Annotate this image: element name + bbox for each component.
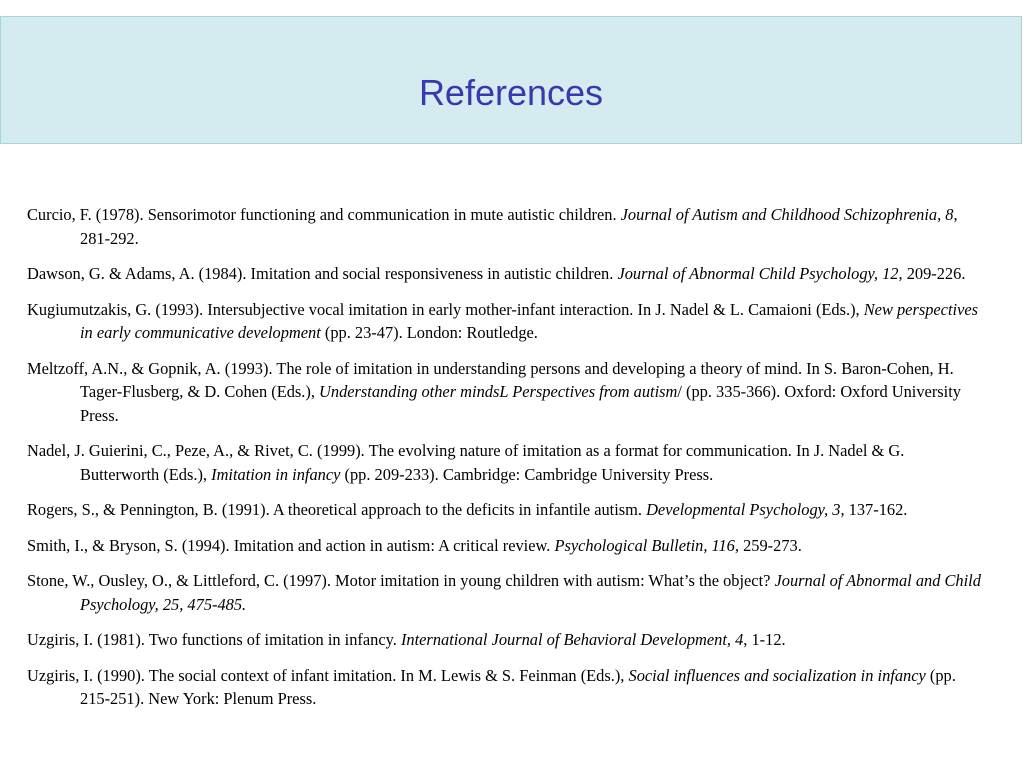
reference-text: Meltzoff, A.N., & Gopnik, A. (1993). The role of imitation in understanding persons and developing a theory of mind. In S. Baron-Cohen, H. Tager-Flusberg, & D. Cohen (Eds.), (27, 358, 954, 401)
reference-tail: (pp. 215-251). New York: Plenum Press. (80, 665, 956, 708)
reference-source: Journal of Abnormal Child Psychology, 12 (617, 264, 899, 283)
title-band (0, 16, 1022, 144)
reference-source: Journal of Abnormal and Child Psychology, 25, 475-485. (80, 571, 981, 614)
reference-text: Kugiumutzakis, G. (1993). Intersubjective vocal imitation in early mother-infant interaction. In J. Nadel & L. Camaioni (Eds.), (27, 299, 864, 319)
reference-tail: , 209-226. (898, 264, 966, 283)
reference-source: Imitation in infancy (211, 464, 341, 484)
reference-source: International Journal of Behavioral Development, 4 (400, 630, 744, 649)
reference-text: Uzgiris, I. (1990). The social context of infant imitation. In M. Lewis & S. Feinman (Eds.), (27, 665, 629, 685)
reference-source: New perspectives in early communicative development (80, 299, 978, 342)
reference-list (27, 203, 987, 723)
reference-text: Smith, I., & Bryson, S. (1994). Imitation and action in autism: A critical review. (27, 535, 555, 555)
reference-text: Rogers, S., & Pennington, B. (1991). A theoretical approach to the deficits in infantile autism. (27, 500, 647, 519)
reference-tail: , 281-292. (80, 205, 958, 248)
reference-item (27, 534, 987, 558)
reference-source: Journal of Autism and Childhood Schizophrenia, 8 (620, 205, 954, 224)
reference-text: Nadel, J. Guierini, C., Peze, A., & Rivet, C. (1999). The evolving nature of imitation as a format for communication. In J. Nadel & G. Butterworth (Eds.), (27, 441, 905, 484)
reference-text: Curcio, F. (1978). Sensorimotor functioning and communication in mute autistic children. (27, 205, 621, 224)
slide-title: References (418, 72, 604, 113)
reference-tail: (pp. 209-233). Cambridge: Cambridge University Press. (340, 464, 714, 484)
reference-item (27, 262, 987, 286)
reference-text: Uzgiris, I. (1981). Two functions of imitation in infancy. (27, 630, 401, 649)
reference-item (27, 498, 987, 522)
reference-source: Developmental Psychology, 3 (646, 500, 841, 519)
reference-source: Understanding other mindsL Perspectives from autism (319, 382, 678, 401)
reference-tail: , 137-162. (840, 500, 908, 519)
reference-item (27, 628, 987, 652)
reference-item (27, 569, 987, 616)
reference-source: Social influences and socialization in infancy (628, 665, 926, 685)
reference-item (27, 664, 987, 711)
reference-item (27, 357, 987, 428)
reference-text: Dawson, G. & Adams, A. (1984). Imitation and social responsiveness in autistic children. (27, 264, 618, 283)
reference-item (27, 298, 987, 345)
reference-tail: (pp. 23-47). London: Routledge. (320, 323, 538, 342)
reference-item (27, 203, 987, 250)
reference-tail: , 1-12. (743, 630, 786, 649)
reference-text: Stone, W., Ousley, O., & Littleford, C. (1997). Motor imitation in young children with autism: What’s the object? (27, 571, 775, 590)
reference-tail: , 259-273. (734, 535, 802, 555)
reference-source: Psychological Bulletin, 116 (554, 535, 735, 555)
reference-item (27, 439, 987, 486)
reference-tail: / (pp. 335-366). Oxford: Oxford University Press. (80, 382, 961, 425)
